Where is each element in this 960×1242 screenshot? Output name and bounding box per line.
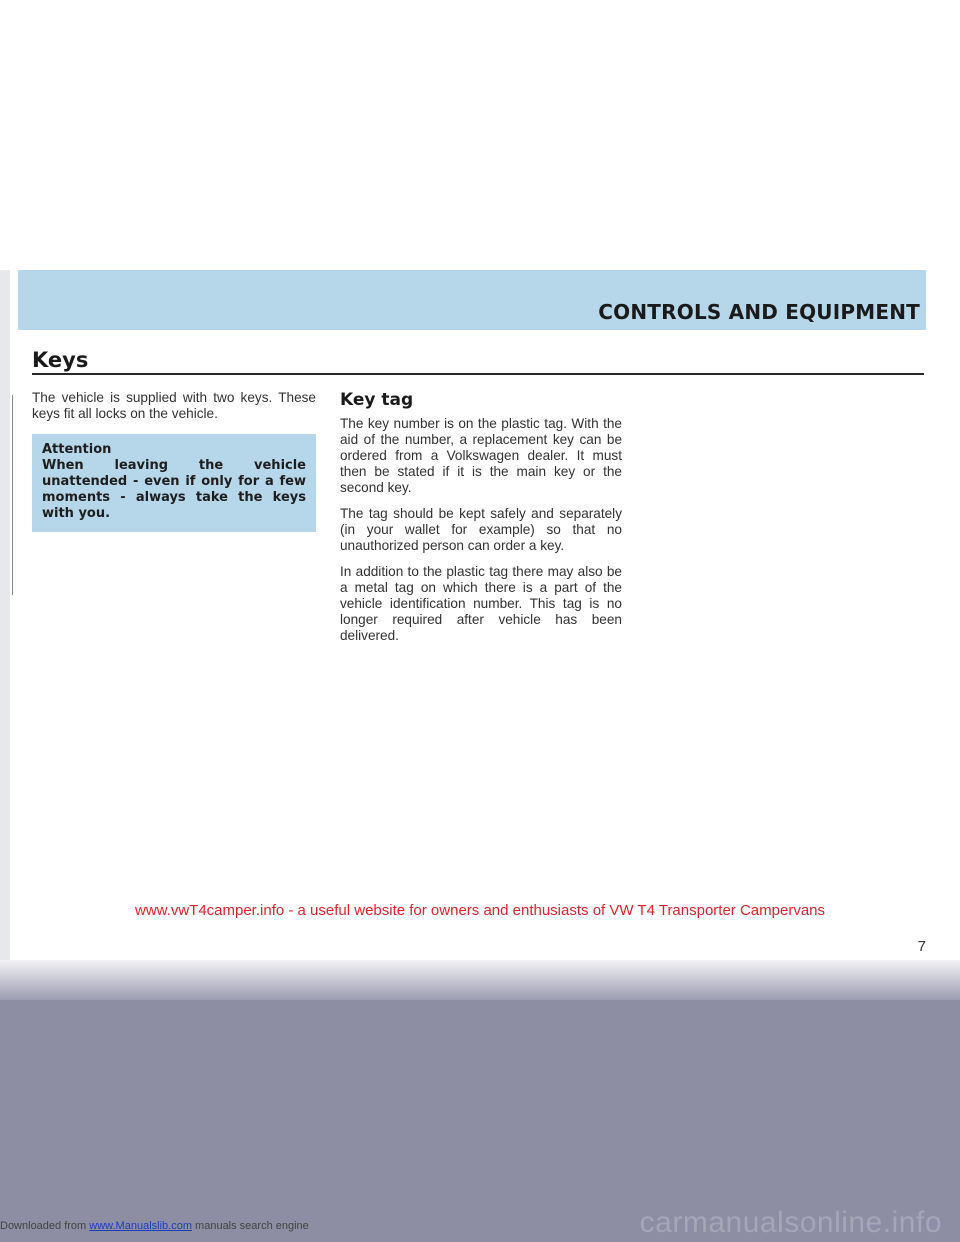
attention-box bbox=[32, 434, 316, 532]
watermark-text: carmanualsonline.info bbox=[639, 1206, 942, 1239]
left-edge-line bbox=[12, 395, 13, 595]
manualslib-link[interactable]: www.Manualslib.com bbox=[89, 1220, 192, 1232]
section-rule bbox=[32, 373, 924, 375]
bottom-fade bbox=[0, 960, 960, 1000]
download-footer bbox=[0, 1220, 309, 1232]
key-tag-paragraph: In addition to the plastic tag there may also be a metal tag on which there is a part of the vehicle identification number. This tag is no longer required after vehicle has been delivered. bbox=[340, 564, 622, 643]
page-number: 7 bbox=[917, 938, 926, 955]
footer-suffix: manuals search engine bbox=[195, 1220, 309, 1232]
footer-prefix: Downloaded from bbox=[0, 1220, 87, 1232]
left-page-edge bbox=[0, 270, 10, 960]
top-margin bbox=[0, 0, 960, 270]
section-title: Keys bbox=[32, 348, 89, 372]
key-tag-paragraph: The tag should be kept safely and separately (in your wallet for example) so that no unauthorized person can order a key. bbox=[340, 506, 622, 553]
key-tag-paragraph: The key number is on the plastic tag. With the aid of the number, a replacement key can be ordered from a Volkswagen dealer. It must then be stated if it is the main key or the second key. bbox=[340, 416, 622, 495]
intro-paragraph: The vehicle is supplied with two keys. These keys fit all locks on the vehicle. bbox=[32, 390, 316, 421]
website-note: www.vwT4camper.info - a useful website for owners and enthusiasts of VW T4 Transporter Campervans bbox=[134, 902, 826, 919]
attention-title: Attention bbox=[42, 442, 112, 457]
key-tag-heading: Key tag bbox=[340, 390, 414, 410]
key-tag-column bbox=[340, 390, 622, 654]
attention-text: When leaving the vehicle unattended - even if only for a few moments - always take the keys with you. bbox=[42, 458, 306, 521]
chapter-title: CONTROLS AND EQUIPMENT bbox=[598, 300, 920, 324]
left-column bbox=[32, 390, 316, 532]
